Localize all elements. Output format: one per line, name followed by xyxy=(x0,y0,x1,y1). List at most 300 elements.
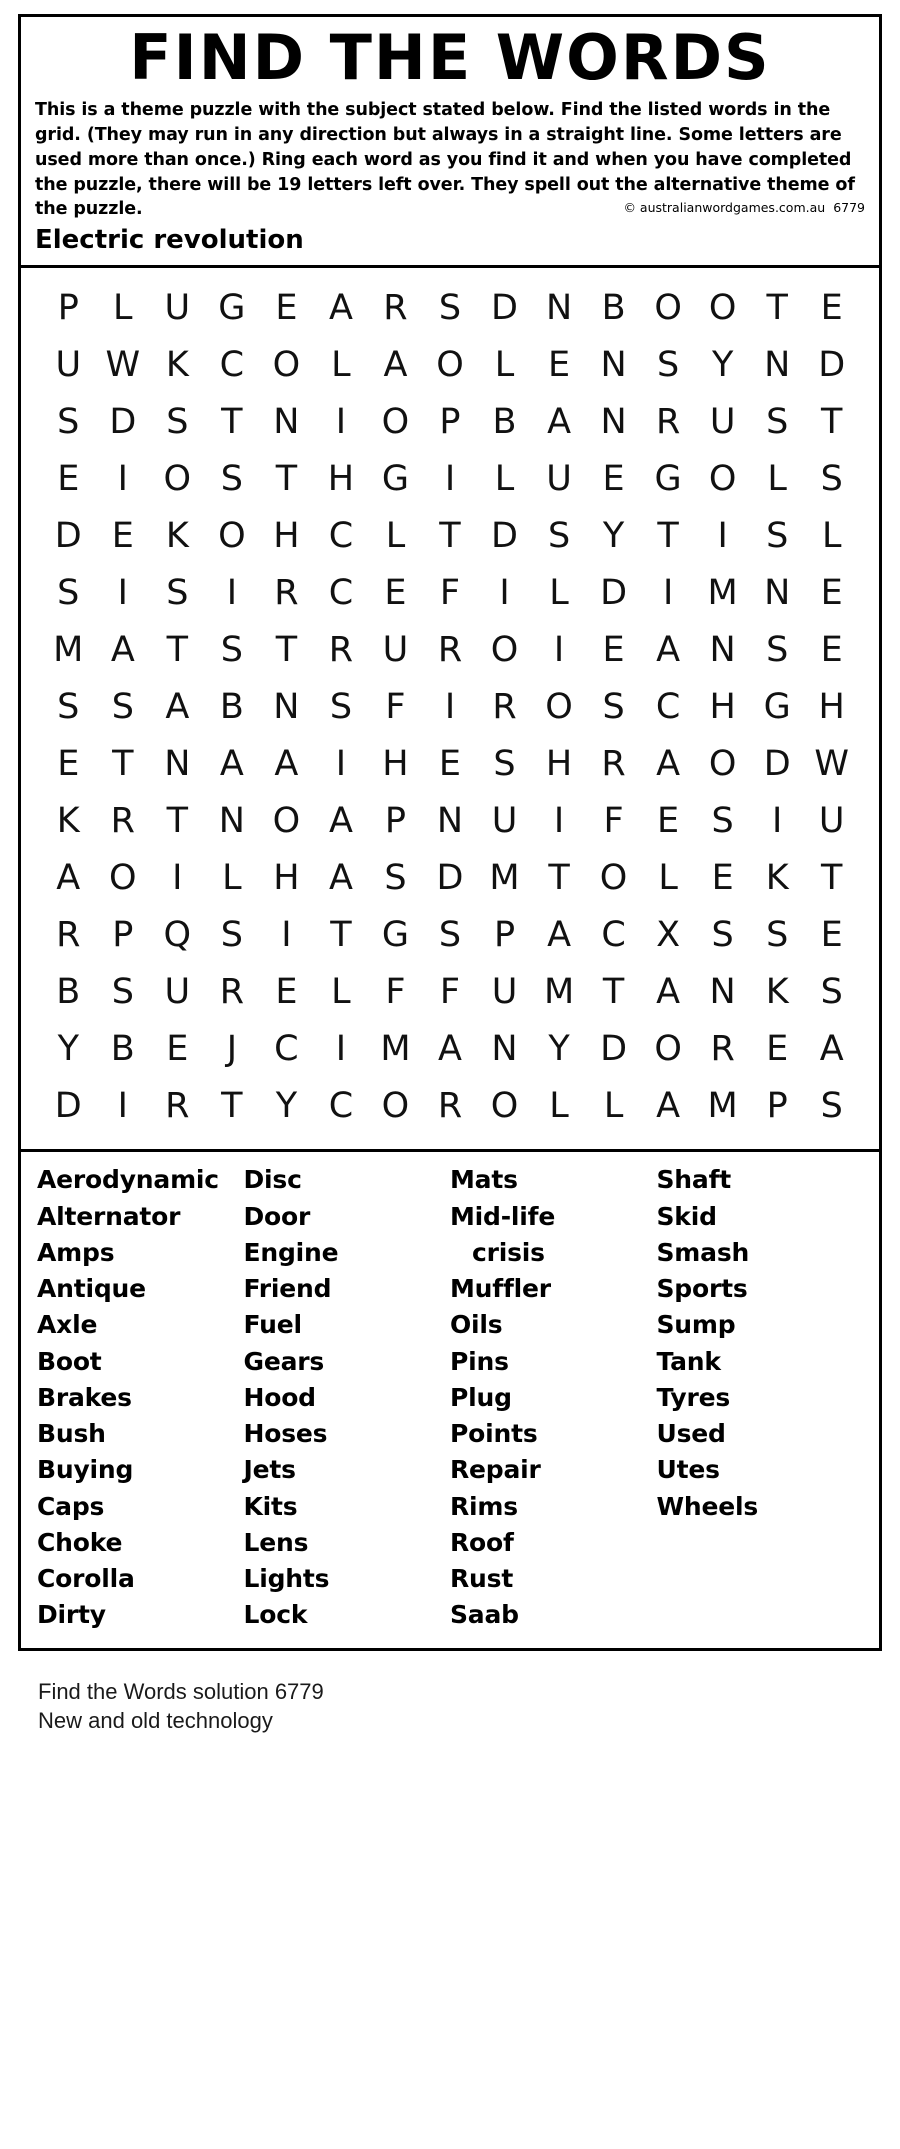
grid-cell[interactable]: E xyxy=(657,801,680,842)
grid-cell[interactable]: L xyxy=(549,573,569,614)
grid-cell[interactable]: G xyxy=(381,459,410,500)
word-list-item[interactable]: Choke xyxy=(37,1527,123,1557)
grid-cell[interactable]: C xyxy=(328,516,354,557)
grid-cell[interactable]: A xyxy=(656,972,681,1013)
grid-cell[interactable]: I xyxy=(772,801,783,842)
grid-cell[interactable]: D xyxy=(54,516,82,557)
grid-cell[interactable]: I xyxy=(499,573,510,614)
grid-cell[interactable]: L xyxy=(331,972,351,1013)
grid-cell[interactable]: N xyxy=(273,402,300,443)
grid-cell[interactable]: K xyxy=(165,345,189,386)
grid-cell[interactable]: P xyxy=(57,288,79,329)
grid-cell[interactable]: U xyxy=(382,630,409,671)
grid-cell[interactable]: E xyxy=(711,858,734,899)
grid-cell[interactable]: C xyxy=(601,915,626,956)
word-list-item[interactable]: Utes xyxy=(656,1455,720,1485)
word-list-item[interactable]: Buying xyxy=(37,1455,134,1485)
grid-cell[interactable]: U xyxy=(818,801,845,842)
grid-cell[interactable]: K xyxy=(765,858,789,899)
grid-cell[interactable]: R xyxy=(274,573,299,614)
grid-cell[interactable]: E xyxy=(166,1029,189,1070)
grid-cell[interactable]: S xyxy=(111,687,134,728)
word-list-item[interactable]: Axle xyxy=(37,1310,98,1340)
grid-cell[interactable]: R xyxy=(437,630,463,671)
grid-cell[interactable]: J xyxy=(226,1029,238,1070)
grid-cell[interactable]: T xyxy=(657,516,679,557)
word-list-item[interactable]: Disc xyxy=(243,1165,302,1195)
word-list-item[interactable]: Points xyxy=(450,1419,538,1449)
grid-cell[interactable]: R xyxy=(655,402,681,443)
grid-row xyxy=(41,793,859,850)
grid-cell[interactable]: D xyxy=(491,516,518,557)
grid-cell[interactable]: S xyxy=(384,858,407,899)
grid-cell[interactable]: E xyxy=(111,516,134,557)
grid-cell[interactable]: F xyxy=(439,573,461,614)
grid-cell[interactable]: T xyxy=(275,630,298,671)
grid-cell[interactable]: D xyxy=(818,345,846,386)
grid-cell[interactable]: T xyxy=(166,801,189,842)
word-list-column xyxy=(244,1162,451,1633)
grid-cell[interactable]: G xyxy=(763,687,791,728)
grid-cell[interactable]: T xyxy=(330,915,352,956)
grid-cell[interactable]: M xyxy=(707,1086,738,1127)
grid-cell[interactable]: E xyxy=(766,1029,789,1070)
grid-cell[interactable]: L xyxy=(603,1086,624,1127)
word-list-item[interactable]: Pins xyxy=(450,1346,509,1376)
word-list-item[interactable]: Mats xyxy=(450,1165,518,1195)
grid-cell[interactable]: S xyxy=(220,630,243,671)
grid-cell[interactable]: I xyxy=(444,459,456,500)
grid-cell[interactable]: T xyxy=(821,858,843,899)
grid-cell[interactable]: T xyxy=(602,972,625,1013)
grid-cell[interactable]: N xyxy=(709,630,736,671)
grid-cell[interactable]: S xyxy=(329,687,353,728)
grid-cell[interactable]: S xyxy=(766,915,789,956)
theme-title: Electric revolution xyxy=(35,225,304,256)
grid-cell[interactable]: P xyxy=(384,801,406,842)
instructions-text: This is a theme puzzle with the subject stated below. Find the listed words in the grid. (They may run in any direction but always in a straight line. Some letters are used more than once.) Ring each word as you find it and when you have completed the puzzle, there will be 19 letters left over. They spell out the alternative theme of the puzzle. xyxy=(35,100,855,220)
word-list-item[interactable]: Engine xyxy=(243,1237,339,1267)
word-list-item[interactable]: Sump xyxy=(656,1310,736,1340)
grid-cell[interactable]: H xyxy=(382,744,409,785)
solution-line-2: New and old technology xyxy=(38,1708,273,1734)
grid-cell[interactable]: N xyxy=(764,345,791,386)
grid-cell[interactable]: K xyxy=(56,801,80,842)
grid-cell[interactable]: C xyxy=(328,573,354,614)
grid-cell[interactable]: I xyxy=(117,1086,128,1127)
grid-cell[interactable]: R xyxy=(165,1086,190,1127)
word-list-item[interactable]: Saab xyxy=(450,1600,519,1630)
grid-cell[interactable]: A xyxy=(656,1086,681,1127)
solution-footer xyxy=(18,1651,882,1754)
grid-cell[interactable]: P xyxy=(112,915,134,956)
grid-cell[interactable]: S xyxy=(220,915,243,956)
grid-cell[interactable]: S xyxy=(493,744,516,785)
grid-cell[interactable]: U xyxy=(491,972,518,1013)
word-list-item[interactable]: Skid xyxy=(656,1201,717,1231)
grid-cell[interactable]: A xyxy=(274,744,299,785)
grid-cell[interactable]: R xyxy=(437,1086,463,1127)
grid-cell[interactable]: U xyxy=(164,972,191,1013)
word-list-item[interactable]: Wheels xyxy=(656,1491,759,1521)
grid-cell[interactable]: S xyxy=(166,573,189,614)
grid-cell[interactable]: H xyxy=(545,744,573,785)
grid-cell[interactable]: S xyxy=(57,687,80,728)
grid-cell[interactable]: I xyxy=(335,744,347,785)
word-list-item[interactable]: Rust xyxy=(450,1564,514,1594)
grid-cell[interactable]: O xyxy=(654,288,682,329)
grid-cell[interactable]: L xyxy=(385,516,406,557)
copyright-line xyxy=(35,200,865,215)
grid-cell[interactable]: L xyxy=(494,345,515,386)
grid-cell[interactable]: D xyxy=(109,402,137,443)
grid-cell[interactable]: M xyxy=(380,1029,411,1070)
grid-cell[interactable]: S xyxy=(711,915,734,956)
grid-cell[interactable]: N xyxy=(491,1029,518,1070)
grid-cell[interactable]: A xyxy=(219,744,244,785)
grid-cell[interactable]: N xyxy=(764,573,791,614)
grid-cell[interactable]: A xyxy=(656,630,681,671)
grid-cell[interactable]: I xyxy=(444,687,456,728)
grid-cell[interactable]: A xyxy=(56,858,81,899)
word-list-item[interactable]: crisis xyxy=(472,1237,545,1267)
word-list-item[interactable]: Corolla xyxy=(37,1564,135,1594)
word-list-item[interactable]: Roof xyxy=(450,1527,514,1557)
grid-cell[interactable]: D xyxy=(54,1086,82,1127)
grid-cell[interactable]: A xyxy=(328,801,353,842)
grid-cell[interactable]: S xyxy=(766,516,789,557)
grid-cell[interactable]: L xyxy=(331,345,351,386)
grid-cell[interactable]: T xyxy=(821,402,843,443)
grid-cell[interactable]: Y xyxy=(548,1029,570,1070)
grid-cell[interactable]: A xyxy=(547,402,572,443)
word-list-item[interactable]: Fuel xyxy=(243,1310,302,1340)
word-list-item[interactable]: Lens xyxy=(243,1527,309,1557)
word-list-item[interactable]: Bush xyxy=(37,1419,106,1449)
puzzle-number: 6779 xyxy=(833,200,865,216)
grid-cell[interactable]: O xyxy=(490,1086,519,1127)
grid-cell[interactable]: H xyxy=(818,687,845,728)
grid-cell[interactable]: L xyxy=(494,459,515,500)
grid-cell[interactable]: A xyxy=(328,288,353,329)
grid-cell[interactable]: N xyxy=(600,345,627,386)
grid-cell[interactable]: M xyxy=(489,858,520,899)
grid-cell[interactable]: R xyxy=(110,801,135,842)
grid-cell[interactable]: E xyxy=(820,915,843,956)
grid-cell[interactable]: Y xyxy=(602,516,625,557)
grid-cell[interactable]: I xyxy=(172,858,183,899)
grid-cell[interactable]: T xyxy=(439,516,461,557)
grid-cell[interactable]: H xyxy=(327,459,355,500)
grid-cell[interactable]: O xyxy=(545,687,573,728)
grid-cell[interactable]: O xyxy=(381,402,410,443)
word-list-item[interactable]: Sports xyxy=(656,1274,748,1304)
grid-cell[interactable]: I xyxy=(335,402,347,443)
grid-cell[interactable]: H xyxy=(273,858,300,899)
grid-cell[interactable]: F xyxy=(385,972,406,1013)
grid-cell[interactable]: Q xyxy=(163,915,192,956)
grid-cell[interactable]: S xyxy=(438,288,462,329)
grid-cell[interactable]: R xyxy=(492,687,517,728)
word-list-item[interactable]: Caps xyxy=(37,1491,105,1521)
grid-cell[interactable]: R xyxy=(56,915,81,956)
word-list-item[interactable]: Amps xyxy=(37,1237,115,1267)
grid-cell[interactable]: W xyxy=(105,345,141,386)
grid-cell[interactable]: S xyxy=(57,573,80,614)
grid-cell[interactable]: E xyxy=(57,744,80,785)
grid-cell[interactable]: B xyxy=(219,687,244,728)
word-list-item[interactable]: Tank xyxy=(656,1346,721,1376)
grid-cell[interactable]: C xyxy=(655,687,681,728)
grid-cell[interactable]: Y xyxy=(275,1086,298,1127)
word-list-item[interactable]: Brakes xyxy=(37,1382,132,1412)
grid-cell[interactable]: R xyxy=(328,630,354,671)
grid-cell[interactable]: N xyxy=(600,402,627,443)
grid-cell[interactable]: M xyxy=(707,573,738,614)
grid-cell[interactable]: T xyxy=(766,288,788,329)
grid-row xyxy=(41,679,859,736)
word-list-item[interactable]: Oils xyxy=(450,1310,503,1340)
grid-cell[interactable]: E xyxy=(820,573,843,614)
grid-cell[interactable]: L xyxy=(222,858,242,899)
grid-cell[interactable]: S xyxy=(547,516,571,557)
grid-cell[interactable]: T xyxy=(166,630,189,671)
grid-cell[interactable]: E xyxy=(275,972,298,1013)
grid-cell[interactable]: K xyxy=(165,516,189,557)
grid-cell[interactable]: B xyxy=(56,972,81,1013)
grid-row xyxy=(41,508,859,565)
grid-row xyxy=(41,850,859,907)
grid-cell[interactable]: S xyxy=(657,345,680,386)
grid-cell[interactable]: S xyxy=(820,1086,843,1127)
word-list-item[interactable]: Aerodynamic xyxy=(37,1165,219,1195)
grid-cell[interactable]: H xyxy=(709,687,736,728)
grid-cell[interactable]: G xyxy=(381,915,410,956)
word-list-item[interactable]: Antique xyxy=(37,1274,146,1304)
word-list-column xyxy=(37,1162,244,1633)
grid-cell[interactable]: H xyxy=(273,516,300,557)
grid-cell[interactable]: O xyxy=(654,1029,682,1070)
grid-cell[interactable]: Y xyxy=(711,345,734,386)
grid-cell[interactable]: E xyxy=(275,288,298,329)
grid-row xyxy=(41,1021,859,1078)
grid-cell[interactable]: S xyxy=(57,402,80,443)
grid-row xyxy=(41,964,859,1021)
grid-row xyxy=(41,565,859,622)
grid-cell[interactable]: U xyxy=(55,345,82,386)
grid-cell[interactable]: A xyxy=(165,687,190,728)
grid-cell[interactable]: O xyxy=(599,858,628,899)
grid-cell[interactable]: B xyxy=(110,1029,135,1070)
grid-cell[interactable]: S xyxy=(820,459,843,500)
word-list-item[interactable]: Repair xyxy=(450,1455,541,1485)
grid-cell[interactable]: D xyxy=(600,573,628,614)
grid-cell[interactable]: S xyxy=(711,801,734,842)
word-list-item[interactable]: Shaft xyxy=(656,1165,732,1195)
grid-cell[interactable]: S xyxy=(820,972,843,1013)
copyright-text: © australianwordgames.com.au xyxy=(623,200,826,216)
grid-cell[interactable]: O xyxy=(490,630,519,671)
grid-cell[interactable]: A xyxy=(656,744,681,785)
grid-cell[interactable]: S xyxy=(166,402,189,443)
word-list-item[interactable]: Rims xyxy=(450,1491,518,1521)
word-list-item[interactable]: Lock xyxy=(243,1600,308,1630)
page-title: FIND THE WORDS xyxy=(129,21,771,94)
grid-cell[interactable]: C xyxy=(219,345,245,386)
grid-row xyxy=(41,736,859,793)
grid-cell[interactable]: D xyxy=(600,1029,628,1070)
word-list-item[interactable]: Tyres xyxy=(656,1382,731,1412)
grid-cell[interactable]: T xyxy=(221,402,243,443)
grid-cell[interactable]: D xyxy=(491,288,518,329)
grid-cell[interactable]: I xyxy=(281,915,292,956)
word-list-item[interactable]: Gears xyxy=(243,1346,325,1376)
grid-cell[interactable]: O xyxy=(708,459,737,500)
grid-cell[interactable]: I xyxy=(335,1029,347,1070)
grid-cell[interactable]: S xyxy=(766,630,789,671)
grid-cell[interactable]: S xyxy=(602,687,625,728)
grid-cell[interactable]: S xyxy=(438,915,462,956)
grid-cell[interactable]: U xyxy=(491,801,518,842)
grid-cell[interactable]: U xyxy=(709,402,736,443)
grid-row xyxy=(41,280,859,337)
grid-cell[interactable]: I xyxy=(553,801,565,842)
grid-cell[interactable]: I xyxy=(553,630,565,671)
grid-cell[interactable]: T xyxy=(548,858,570,899)
grid-cell[interactable]: T xyxy=(221,1086,243,1127)
grid-cell[interactable]: O xyxy=(436,345,464,386)
grid-cell[interactable]: E xyxy=(602,630,625,671)
word-list-item[interactable]: Door xyxy=(243,1201,311,1231)
grid-cell[interactable]: F xyxy=(603,801,624,842)
grid-cell[interactable]: Y xyxy=(57,1029,79,1070)
word-list-item[interactable]: Lights xyxy=(243,1564,330,1594)
grid-cell[interactable]: I xyxy=(717,516,728,557)
grid-cell[interactable]: O xyxy=(381,1086,410,1127)
grid-cell[interactable]: E xyxy=(57,459,80,500)
grid-row xyxy=(41,451,859,508)
word-list-column xyxy=(450,1162,657,1633)
grid-cell[interactable]: N xyxy=(709,972,736,1013)
grid-cell[interactable]: S xyxy=(111,972,134,1013)
grid-cell[interactable]: G xyxy=(218,288,246,329)
grid-cell[interactable]: E xyxy=(820,288,843,329)
grid-cell[interactable]: X xyxy=(656,915,681,956)
word-list-item[interactable]: Boot xyxy=(37,1346,102,1376)
grid-cell[interactable]: W xyxy=(814,744,849,785)
grid-cell[interactable]: B xyxy=(601,288,626,329)
grid-cell[interactable]: L xyxy=(658,858,678,899)
word-list-item[interactable]: Jets xyxy=(243,1455,296,1485)
word-list-item[interactable]: Friend xyxy=(243,1274,332,1304)
grid-cell[interactable]: S xyxy=(766,402,789,443)
grid-cell[interactable]: P xyxy=(766,1086,788,1127)
grid-cell[interactable]: U xyxy=(164,288,191,329)
grid-cell[interactable]: L xyxy=(549,1086,569,1127)
word-list-item[interactable]: Muffler xyxy=(450,1274,551,1304)
grid-cell[interactable]: E xyxy=(547,345,571,386)
grid-cell[interactable]: S xyxy=(220,459,243,500)
grid-cell[interactable]: F xyxy=(439,972,461,1013)
grid-cell[interactable]: O xyxy=(708,288,737,329)
grid-cell[interactable]: O xyxy=(109,858,137,899)
grid-cell[interactable]: U xyxy=(546,459,572,500)
grid-cell[interactable]: N xyxy=(545,288,573,329)
solution-line-1: Find the Words solution 6779 xyxy=(38,1678,324,1704)
grid-cell[interactable]: N xyxy=(164,744,191,785)
grid-cell[interactable]: N xyxy=(273,687,300,728)
grid-cell[interactable]: D xyxy=(763,744,791,785)
grid-cell[interactable]: L xyxy=(113,288,133,329)
grid-cell[interactable]: I xyxy=(117,459,128,500)
grid-cell[interactable]: E xyxy=(602,459,625,500)
grid-cell[interactable]: R xyxy=(219,972,245,1013)
word-list-item[interactable]: Mid-life xyxy=(450,1201,556,1231)
grid-cell[interactable]: I xyxy=(662,573,674,614)
grid-row xyxy=(41,622,859,679)
grid-cell[interactable]: P xyxy=(493,915,516,956)
grid-cell[interactable]: A xyxy=(438,1029,462,1070)
grid-cell[interactable]: C xyxy=(274,1029,299,1070)
grid-cell[interactable]: R xyxy=(601,744,626,785)
word-list-item[interactable]: Alternator xyxy=(37,1201,181,1231)
grid-cell[interactable]: A xyxy=(547,915,572,956)
word-list-item[interactable]: Used xyxy=(656,1419,726,1449)
grid-cell[interactable]: B xyxy=(492,402,517,443)
grid-cell[interactable]: M xyxy=(543,972,575,1013)
grid-cell[interactable]: E xyxy=(384,573,407,614)
grid-cell[interactable]: R xyxy=(710,1029,735,1070)
grid-cell[interactable]: E xyxy=(438,744,462,785)
grid-cell[interactable]: G xyxy=(654,459,682,500)
grid-cell[interactable]: O xyxy=(272,801,301,842)
grid-cell[interactable]: M xyxy=(53,630,84,671)
grid-cell[interactable]: T xyxy=(112,744,134,785)
grid-cell[interactable]: A xyxy=(383,345,408,386)
grid-cell[interactable]: K xyxy=(765,972,789,1013)
word-list-item[interactable]: Plug xyxy=(450,1382,512,1412)
grid-cell[interactable]: O xyxy=(708,744,737,785)
grid-cell[interactable]: C xyxy=(328,1086,354,1127)
grid-cell[interactable]: F xyxy=(385,687,406,728)
grid-cell[interactable]: E xyxy=(820,630,843,671)
puzzle-frame xyxy=(18,14,882,1651)
word-list-item[interactable]: Dirty xyxy=(37,1600,106,1630)
grid-cell[interactable]: I xyxy=(226,573,238,614)
word-list-item[interactable]: Kits xyxy=(243,1491,298,1521)
word-list-item[interactable]: Smash xyxy=(656,1237,750,1267)
grid-cell[interactable]: N xyxy=(218,801,245,842)
grid-cell[interactable]: D xyxy=(436,858,464,899)
grid-cell[interactable]: O xyxy=(163,459,192,500)
word-list-item[interactable]: Hood xyxy=(243,1382,316,1412)
grid-cell[interactable]: P xyxy=(439,402,461,443)
grid-row xyxy=(41,1078,859,1135)
grid-cell[interactable]: O xyxy=(272,345,301,386)
grid-cell[interactable]: L xyxy=(767,459,787,500)
word-list-item[interactable]: Hoses xyxy=(243,1419,328,1449)
grid-cell[interactable]: T xyxy=(275,459,298,500)
grid-cell[interactable]: L xyxy=(821,516,842,557)
grid-cell[interactable]: N xyxy=(436,801,464,842)
grid-cell[interactable]: I xyxy=(117,573,128,614)
grid-cell[interactable]: A xyxy=(110,630,135,671)
word-list xyxy=(21,1152,879,1647)
grid-cell[interactable]: O xyxy=(218,516,246,557)
grid-cell[interactable]: R xyxy=(383,288,408,329)
grid-cell[interactable]: A xyxy=(819,1029,844,1070)
grid-cell[interactable]: A xyxy=(328,858,353,899)
